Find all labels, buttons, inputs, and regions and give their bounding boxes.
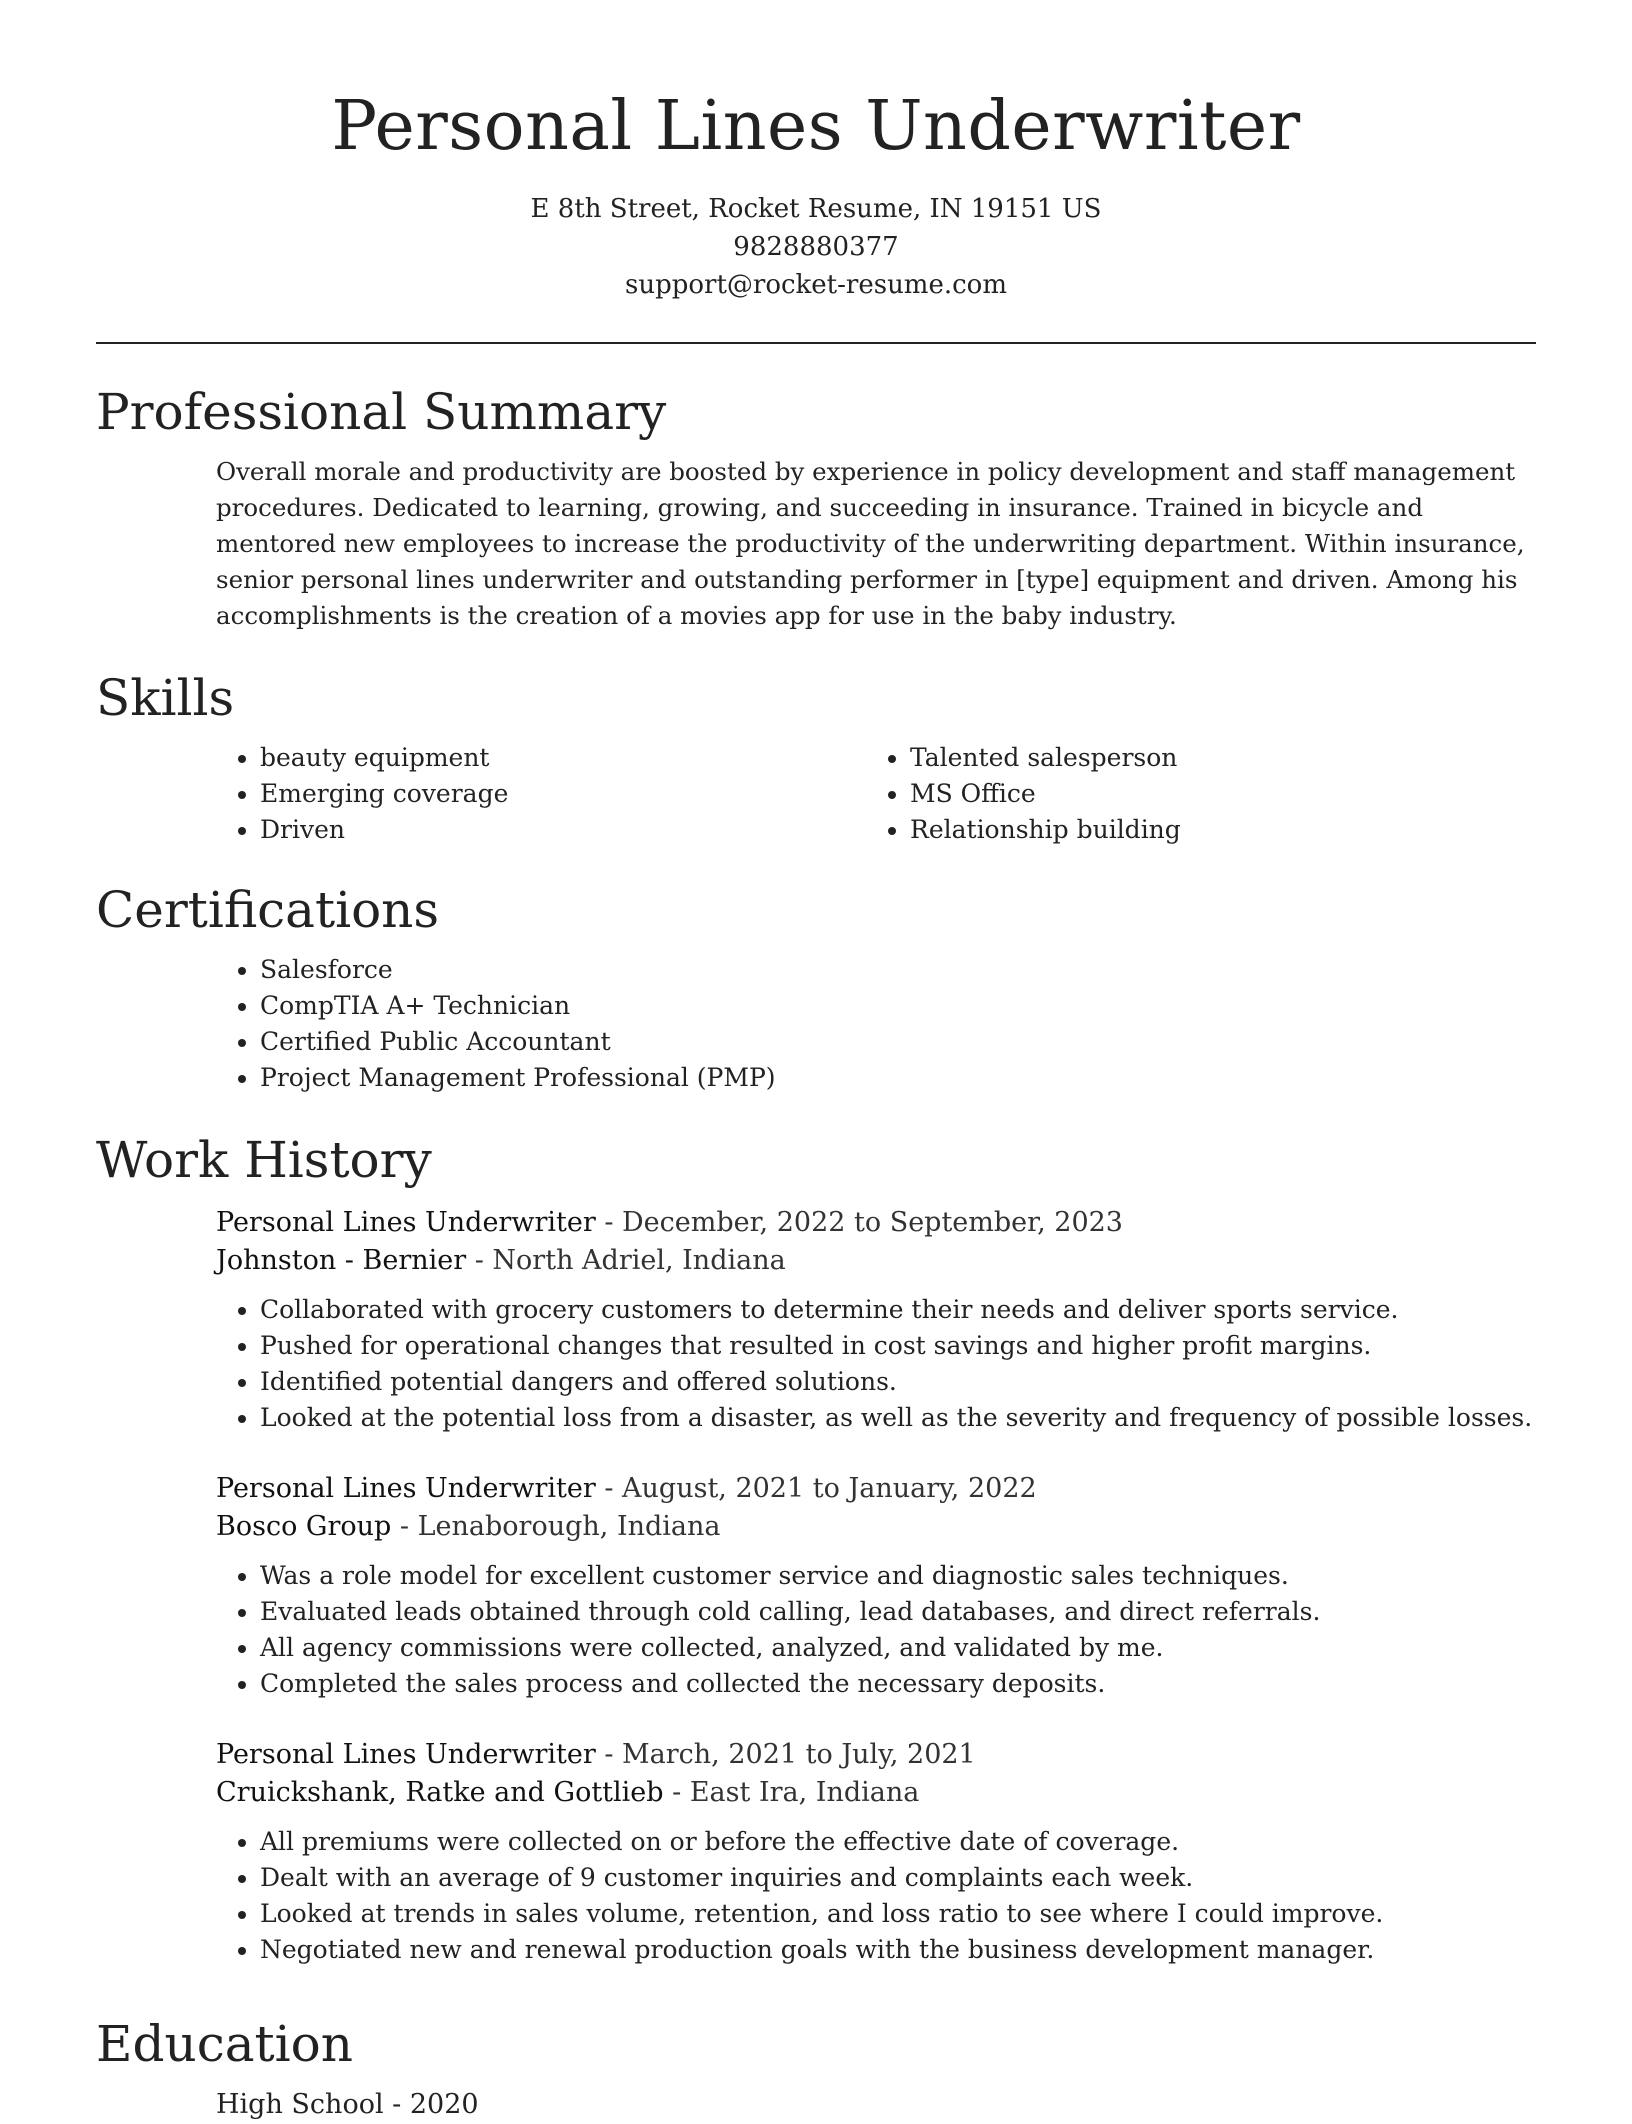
job-title-line <box>216 1736 1536 1774</box>
job-location: - East Ira, Indiana <box>663 1777 920 1808</box>
job-dates: - August, 2021 to January, 2022 <box>595 1473 1037 1504</box>
job-dates: - March, 2021 to July, 2021 <box>595 1739 976 1770</box>
job-bullets <box>216 1292 1536 1436</box>
skills-title: Skills <box>96 669 235 727</box>
job-bullet: • Completed the sales process and collected the necessary deposits. <box>260 1666 1536 1702</box>
job-bullet: • All agency commissions were collected, analyzed, and validated by me. <box>260 1630 1536 1666</box>
contact-info <box>0 190 1632 304</box>
job-bullet: • Collaborated with grocery customers to determine their needs and deliver sports service. <box>260 1292 1536 1328</box>
education-degree: High School <box>216 2089 384 2120</box>
job-location: - North Adriel, Indiana <box>466 1245 786 1276</box>
skill-item: • beauty equipment <box>260 740 866 776</box>
skill-item: • Driven <box>260 812 866 848</box>
job-entry <box>216 1736 1536 1968</box>
certification-item: • Salesforce <box>260 952 1536 988</box>
education-title: Education <box>96 2015 353 2073</box>
job-bullets <box>216 1824 1536 1968</box>
job-company-line <box>216 1508 1536 1546</box>
skill-item: • MS Office <box>910 776 1516 812</box>
job-company: Cruickshank, Ratke and Gottlieb <box>216 1777 664 1808</box>
job-bullet: • Negotiated new and renewal production goals with the business development manager. <box>260 1932 1536 1968</box>
skills-list-right <box>866 740 1516 848</box>
certifications-list <box>216 952 1536 1096</box>
work-history-title: Work History <box>96 1131 432 1189</box>
job-bullet: • Pushed for operational changes that resulted in cost savings and higher profit margins. <box>260 1328 1536 1364</box>
skills-list-left <box>216 740 866 848</box>
resume-header <box>0 0 1632 304</box>
job-location: - Lenaborough, Indiana <box>391 1511 721 1542</box>
skill-item: • Emerging coverage <box>260 776 866 812</box>
certifications-title: Certifications <box>96 881 440 939</box>
job-bullet: • Identified potential dangers and offered solutions. <box>260 1364 1536 1400</box>
certification-item: • CompTIA A+ Technician <box>260 988 1536 1024</box>
job-bullet: • Looked at the potential loss from a disaster, as well as the severity and frequency of possible losses. <box>260 1400 1536 1436</box>
summary-section <box>96 380 1536 634</box>
certification-item: • Project Management Professional (PMP) <box>260 1060 1536 1096</box>
job-bullet: • Looked at trends in sales volume, retention, and loss ratio to see where I could improve. <box>260 1896 1536 1932</box>
job-role: Personal Lines Underwriter <box>216 1739 596 1770</box>
email: support@rocket-resume.com <box>624 270 1007 300</box>
job-bullet: • Dealt with an average of 9 customer inquiries and complaints each week. <box>260 1860 1536 1896</box>
job-company: Johnston - Bernier <box>216 1245 467 1276</box>
phone: 9828880377 <box>733 232 899 262</box>
job-entry <box>216 1470 1536 1702</box>
job-title-line <box>216 1470 1536 1508</box>
skills-section <box>96 666 1536 848</box>
job-company-line <box>216 1242 1536 1280</box>
certifications-section <box>96 878 1536 1096</box>
job-entry <box>216 1204 1536 1436</box>
education-entry <box>216 2086 1536 2124</box>
job-role: Personal Lines Underwriter <box>216 1207 596 1238</box>
skill-item: • Relationship building <box>910 812 1516 848</box>
skills-grid <box>216 740 1536 848</box>
job-company-line <box>216 1774 1536 1812</box>
job-bullet: • Was a role model for excellent customer service and diagnostic sales techniques. <box>260 1558 1536 1594</box>
header-divider <box>96 342 1536 344</box>
summary-title: Professional Summary <box>96 383 667 441</box>
job-bullets <box>216 1558 1536 1702</box>
job-role: Personal Lines Underwriter <box>216 1473 596 1504</box>
skill-item: • Talented salesperson <box>910 740 1516 776</box>
job-bullet: • Evaluated leads obtained through cold calling, lead databases, and direct referrals. <box>260 1594 1536 1630</box>
education-year: - 2020 <box>383 2089 479 2120</box>
work-history-section <box>96 1128 1536 1968</box>
job-title-line <box>216 1204 1536 1242</box>
education-section <box>96 2012 1536 2124</box>
job-bullet: • All premiums were collected on or before the effective date of coverage. <box>260 1824 1536 1860</box>
certification-item: • Certified Public Accountant <box>260 1024 1536 1060</box>
candidate-name: Personal Lines Underwriter <box>331 87 1301 166</box>
job-dates: - December, 2022 to September, 2023 <box>595 1207 1123 1238</box>
address: E 8th Street, Rocket Resume, IN 19151 US <box>530 194 1102 224</box>
job-company: Bosco Group <box>216 1511 392 1542</box>
summary-text: Overall morale and productivity are boosted by experience in policy development and staff management procedures. Dedicated to learning, growing, and succeeding in insurance. Trained in bicycle and mentored new employees to increase the productivity of the underwriting department. Within insurance, senior personal lines underwriter and outstanding performer in [type] equipment and driven. Among his accomplishments is the creation of a movies app for use in the baby industry. <box>216 457 1525 630</box>
